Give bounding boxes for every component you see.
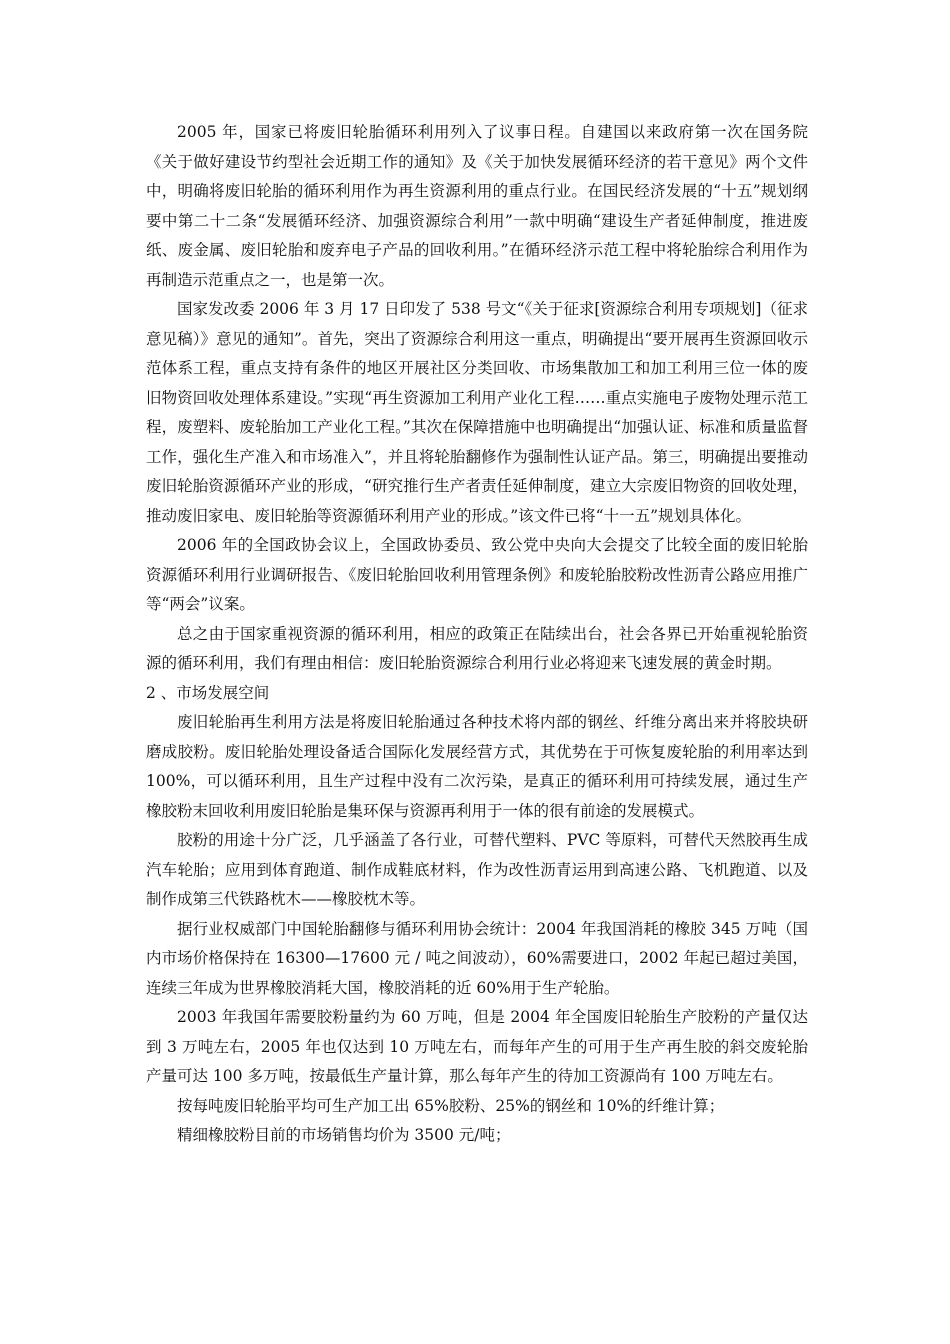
document-page xyxy=(146,118,808,1151)
paragraph-market-price: 精细橡胶粉目前的市场销售均价为 3500 元/吨； xyxy=(177,1126,511,1144)
paragraph-conclusion: 总之由于国家重视资源的循环利用，相应的政策正在陆续出台，社会各界已开始重视轮胎资源的循环利用，我们有理由相信：废旧轮胎资源综合利用行业必将迎来飞速发展的黄金时期。 xyxy=(146,624,808,672)
paragraph-ndrc-2006: 国家发改委 2006 年 3 月 17 日印发了 538 号文“《关于征求[资源综合利用专项规划]（征求意见稿）》意见的通知”。首先，突出了资源综合利用这一重点，明确提出“要开展再生资源回收示范体系工程，重点支持有条件的地区开展社区分类回收、市场集散加工和加工利用三位一体的废旧物资回收处理体系建设。”实现“再生资源加工利用产业化工程……重点实施电子废物处理示范工程，废塑料、废轮胎加工产业化工程。”其次在保障措施中也明确提出“加强认证、标准和质量监督工作，强化生产准入和市场准入”，并且将轮胎翻修作为强制性认证产品。第三，明确提出要推动废旧轮胎资源循环产业的形成，“研究推行生产者责任延伸制度，建立大宗废旧物资的回收处理，推动废旧家电、废旧轮胎等资源循环利用产业的形成。”该文件已将“十一五”规划具体化。 xyxy=(146,300,808,525)
paragraph-rubber-statistics: 据行业权威部门中国轮胎翻修与循环利用协会统计：2004 年我国消耗的橡胶 345 万吨（国内市场价格保持在 16300—17600 元 / 吨之间波动），60%需要进口，2002 年起已超过美国，连续三年成为世界橡胶消耗大国，橡胶消耗的近 60%用于生产轮胎。 xyxy=(146,919,808,997)
paragraph-cppcc-2006: 2006 年的全国政协会议上，全国政协委员、致公党中央向大会提交了比较全面的废旧轮胎资源循环利用行业调研报告、《废旧轮胎回收利用管理条例》和废轮胎胶粉改性沥青公路应用推广等“两会”议案。 xyxy=(146,536,808,613)
section-heading-market: 2 、市场发展空间 xyxy=(146,683,270,702)
paragraph-policy-2005: 2005 年，国家已将废旧轮胎循环利用列入了议事日程。自建国以来政府第一次在国务院《关于做好建设节约型社会近期工作的通知》及《关于加快发展循环经济的若干意见》两个文件中，明确将废旧轮胎的循环利用作为再生资源利用的重点行业。在国民经济发展的“十五”规划纲要中第二十二条“发展循环经济、加强资源综合利用”一款中明确“建设生产者延伸制度，推进废纸、废金属、废旧轮胎和废弃电子产品的回收利用。”在循环经济示范工程中将轮胎综合利用作为再制造示范重点之一，也是第一次。 xyxy=(146,123,808,289)
paragraph-rubber-powder-uses: 胶粉的用途十分广泛，几乎涵盖了各行业，可替代塑料、PVC 等原料，可替代天然胶再生成汽车轮胎；应用到体育跑道、制作成鞋底材料，作为改性沥青运用到高速公路、飞机跑道、以及制作成第三代铁路枕木——橡胶枕木等。 xyxy=(146,831,808,908)
paragraph-yield-calculation: 按每吨废旧轮胎平均可生产加工出 65%胶粉、25%的钢丝和 10%的纤维计算； xyxy=(177,1096,725,1115)
paragraph-powder-demand: 2003 年我国年需要胶粉量约为 60 万吨，但是 2004 年全国废旧轮胎生产胶粉的产量仅达到 3 万吨左右，2005 年也仅达到 10 万吨左右，而每年产生的可用于生产再生胶的斜交废轮胎产量可达 100 多万吨，按最低生产量计算，那么每年产生的待加工资源尚有 100 万吨左右。 xyxy=(146,1008,808,1085)
paragraph-recycling-method: 废旧轮胎再生利用方法是将废旧轮胎通过各种技术将内部的钢丝、纤维分离出来并将胶块研磨成胶粉。废旧轮胎处理设备适合国际化发展经营方式，其优势在于可恢复废轮胎的利用率达到 100%，可以循环利用，且生产过程中没有二次污染，是真正的循环利用可持续发展，通过生产橡胶粉末回收利用废旧轮胎是集环保与资源再利用于一体的很有前途的发展模式。 xyxy=(146,713,808,820)
